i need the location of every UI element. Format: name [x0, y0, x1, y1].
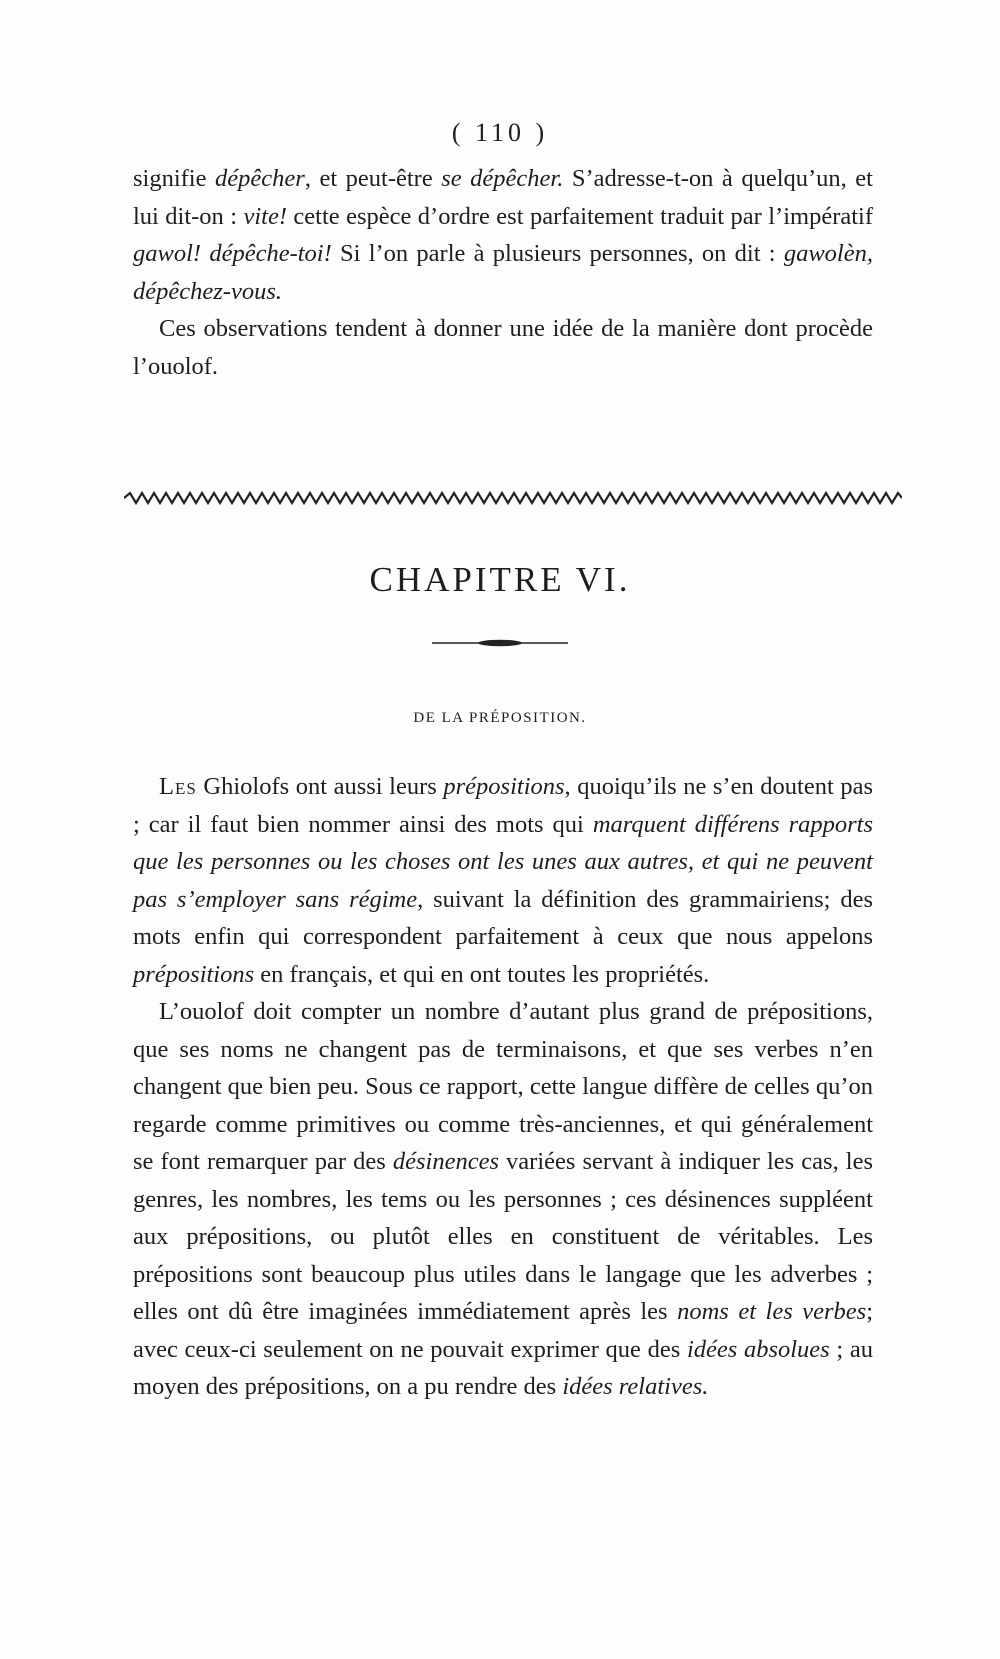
paragraph	[133, 993, 873, 1406]
italic-run: gawolèn, dépêchez-vous.	[133, 240, 873, 305]
italic-run: gawol! dépêche-toi!	[133, 240, 332, 267]
chapter-title: CHAPITRE VI.	[369, 560, 631, 599]
italic-run: se dépêcher.	[441, 165, 564, 192]
italic-run: noms et les verbes	[677, 1298, 867, 1325]
page-number: ( 110 )	[451, 118, 549, 147]
text-run: L’ouolof doit compter un nombre d’autant plus grand de prépositions, que ses noms ne changent pas de terminaisons, et que ses verbes n’en changent que bien peu. Sous ce rapport, cette langue diffère de celles qu’on regarde comme primitives ou comme très-anciennes, et qui généralement se font remarquer par des	[133, 998, 873, 1175]
paragraph: Ces observations tendent à donner une idée de la manière dont procède l’ouolof.	[133, 315, 873, 380]
paragraph-continued	[133, 160, 873, 310]
text-run: signifie	[133, 165, 216, 192]
lead-word: Les	[159, 773, 197, 800]
italic-run: prépositions	[443, 773, 565, 800]
italic-run: vite!	[243, 202, 287, 230]
section-title: DE LA PRÉPOSITION.	[413, 710, 587, 726]
text-run: variées servant à indiquer les cas, les genres, les nombres, les tems ou les personnes ; ces désinences suppléent aux prépositions, ou plutôt elles en constituent de véritables. Les prépositions sont beaucoup plus utiles dans le langage que les adverbes ; elles ont dû être imaginées immédiatement après les	[133, 1148, 873, 1325]
italic-run: prépositions	[133, 960, 255, 988]
body-text-block	[133, 768, 873, 1406]
text-run: S’adresse-t-on à quelqu’un, et lui dit-on :	[133, 165, 873, 230]
italic-run: idées relatives.	[562, 1373, 709, 1400]
text-run: Si l’on parle à plusieurs personnes, on dit :	[331, 240, 784, 267]
text-run: ; au moyen des prépositions, on a pu rendre des	[133, 1335, 873, 1400]
italic-run: dépêcher	[215, 165, 305, 192]
text-run: cette espèce d’ordre est parfaitement traduit par l’impératif	[287, 202, 873, 230]
italic-run: idées absolues	[686, 1335, 830, 1363]
italic-run: marquent différens rapports que les personnes ou les choses ont les unes aux autres, et qui ne peuvent pas s’employer sans régime	[133, 810, 873, 913]
text-run: Ghiolofs ont aussi leurs	[196, 773, 444, 800]
ornamental-divider	[124, 491, 902, 505]
text-run: , suivant la définition des grammairiens; des mots enfin qui correspondent parfaitement à ceux que nous appelons	[133, 885, 873, 950]
text-run: en français, et qui en ont toutes les propriétés.	[254, 960, 710, 988]
text-run: , et peut-être	[304, 165, 442, 192]
italic-run: désinences	[392, 1148, 499, 1175]
chapter-rule	[432, 638, 568, 648]
text-run: , quoiqu’ils ne s’en doutent pas ; car il faut bien nommer ainsi des mots qui	[133, 773, 874, 838]
text-run: ; avec ceux-ci seulement on ne pouvait exprimer que des	[133, 1298, 873, 1363]
paragraph	[133, 768, 873, 993]
top-text-block	[133, 160, 873, 385]
